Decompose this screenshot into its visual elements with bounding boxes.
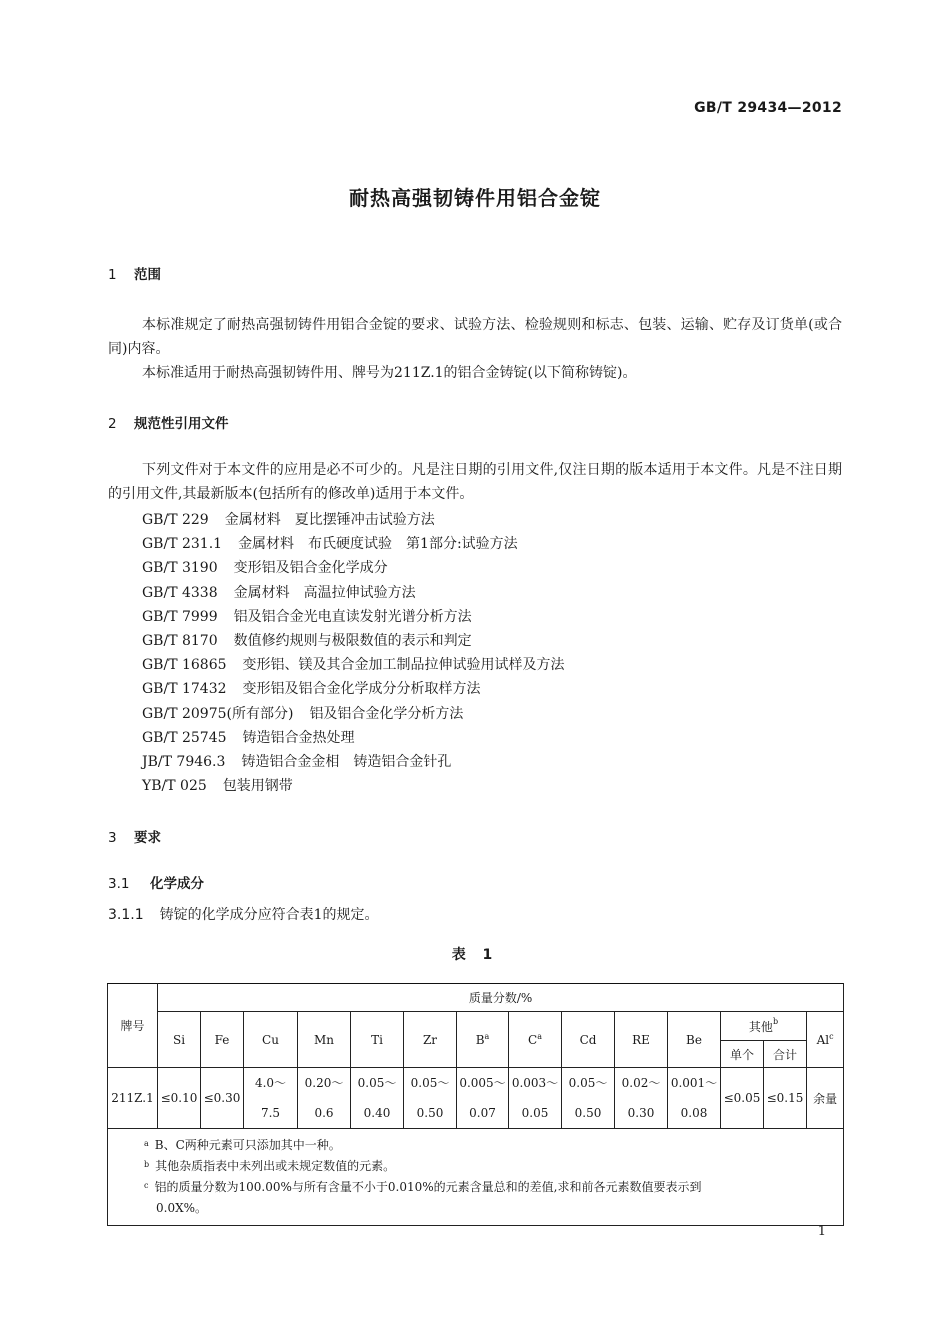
reference-item: GB/T 16865 变形铝、镁及其合金加工制品拉伸试验用试样及方法 — [142, 657, 565, 674]
scope-paragraph-1: 本标准规定了耐热高强韧铸件用铝合金锭的要求、试验方法、检验规则和标志、包装、运输、贮存及订货单(或合同)内容。 — [108, 317, 842, 357]
b-cell: 0.005～ 0.07 — [457, 1068, 509, 1129]
subsection-3-1-title: 化学成分 — [150, 876, 204, 892]
clause-3-1-1 — [108, 904, 379, 924]
element-header-b: $B^a$ — [457, 1012, 509, 1068]
clause-3-1-1-text: 铸锭的化学成分应符合表1的规定。 — [159, 907, 379, 923]
reference-item: YB/T 025 包装用钢带 — [142, 778, 293, 795]
element-header: Cu — [244, 1012, 298, 1068]
reference-item: JB/T 7946.3 铸造铝合金金相 铸造铝合金针孔 — [142, 753, 452, 770]
table-footnotes — [108, 1129, 844, 1226]
others-header: 其他$^b$ — [721, 1012, 807, 1041]
table-1-caption: 表 1 — [451, 947, 499, 963]
reference-item: GB/T 3190 变形铝及铝合金化学成分 — [142, 560, 388, 577]
reference-item: GB/T 229 金属材料 夏比摆锤冲击试验方法 — [142, 512, 435, 528]
reference-item: GB/T 7999 铝及铝合金光电直读发射光谱分析方法 — [142, 608, 472, 625]
element-header: RE — [615, 1012, 668, 1068]
section-3-heading — [108, 826, 161, 846]
section-2-title: 规范性引用文件 — [134, 416, 229, 432]
element-header: Mn — [298, 1012, 351, 1068]
subsection-3-1-number: 3.1 — [108, 876, 130, 892]
element-header: Be — [668, 1012, 721, 1068]
element-header: Zr — [404, 1012, 457, 1068]
document-title: 耐热高强韧铸件用铝合金锭 — [349, 186, 601, 210]
footnote-b: $^b$ 其他杂质指表中未列出或未规定数值的元素。 — [144, 1159, 396, 1173]
clause-3-1-1-number: 3.1.1 — [108, 907, 144, 923]
page-number: 1 — [817, 1224, 826, 1239]
element-header-c: $C^a$ — [509, 1012, 562, 1068]
al-header: Al$^c$ — [807, 1012, 844, 1068]
element-header: Cd — [562, 1012, 615, 1068]
element-header: Ti — [351, 1012, 404, 1068]
others-total-header: 合计 — [764, 1041, 807, 1068]
al-cell: 余量 — [807, 1068, 844, 1129]
section-1-title: 范围 — [134, 267, 161, 283]
reference-item: GB/T 17432 变形铝及铝合金化学成分分析取样方法 — [142, 681, 481, 698]
subsection-3-1-heading — [108, 872, 204, 892]
footnote-a: $^a$ B、C两种元素可只添加其中一种。 — [144, 1138, 341, 1152]
references-intro: 下列文件对于本文件的应用是必不可少的。凡是注日期的引用文件,仅注日期的版本适用于本文件。凡是不注日期的引用文件,其最新版本(包括所有的修改单)适用于本文件。 — [108, 462, 842, 502]
si-cell: ≤0.10 — [158, 1068, 201, 1129]
mn-cell: 0.20～ 0.6 — [298, 1068, 351, 1129]
fe-cell: ≤0.30 — [201, 1068, 244, 1129]
footnote-c-continuation: 0.0X%。 — [156, 1201, 208, 1215]
reference-item: GB/T 231.1 金属材料 布氏硬度试验 第1部分:试验方法 — [142, 536, 518, 553]
element-header: Fe — [201, 1012, 244, 1068]
re-cell: 0.02～ 0.30 — [615, 1068, 668, 1129]
section-2-number: 2 — [108, 416, 117, 432]
others-total-cell: ≤0.15 — [764, 1068, 807, 1129]
c-cell: 0.003～ 0.05 — [509, 1068, 562, 1129]
be-cell: 0.001～ 0.08 — [668, 1068, 721, 1129]
scope-paragraph-2: 本标准适用于耐热高强韧铸件用、牌号为211Z.1的铝合金铸锭(以下简称铸锭)。 — [142, 365, 637, 381]
section-3-title: 要求 — [134, 830, 161, 846]
others-single-cell: ≤0.05 — [721, 1068, 764, 1129]
section-2-heading — [108, 412, 229, 432]
mass-fraction-header: 质量分数/% — [158, 984, 844, 1012]
section-1-number: 1 — [108, 267, 117, 283]
zr-cell: 0.05～ 0.50 — [404, 1068, 457, 1129]
normative-references-list — [142, 508, 842, 798]
grade-header: 牌号 — [108, 984, 158, 1068]
footnote-c: $^c$ 铝的质量分数为100.00%与所有含量不小于0.010%的元素含量总和的差值,求和前各元素数值要表示到 — [144, 1180, 702, 1194]
reference-item: GB/T 25745 铸造铝合金热处理 — [142, 729, 355, 746]
reference-item: GB/T 20975(所有部分) 铝及铝合金化学分析方法 — [142, 705, 464, 722]
chemical-composition-table — [107, 983, 844, 1226]
section-1-heading — [108, 263, 161, 283]
reference-item: GB/T 4338 金属材料 高温拉伸试验方法 — [142, 584, 416, 601]
others-single-header: 单个 — [721, 1041, 764, 1068]
cu-cell: 4.0～ 7.5 — [244, 1068, 298, 1129]
standard-code: GB/T 29434—2012 — [694, 100, 842, 116]
ti-cell: 0.05～ 0.40 — [351, 1068, 404, 1129]
element-header: Si — [158, 1012, 201, 1068]
cd-cell: 0.05～ 0.50 — [562, 1068, 615, 1129]
section-3-number: 3 — [108, 830, 117, 846]
reference-item: GB/T 8170 数值修约规则与极限数值的表示和判定 — [142, 632, 472, 649]
grade-cell: 211Z.1 — [108, 1068, 158, 1129]
table-row — [108, 1068, 844, 1129]
